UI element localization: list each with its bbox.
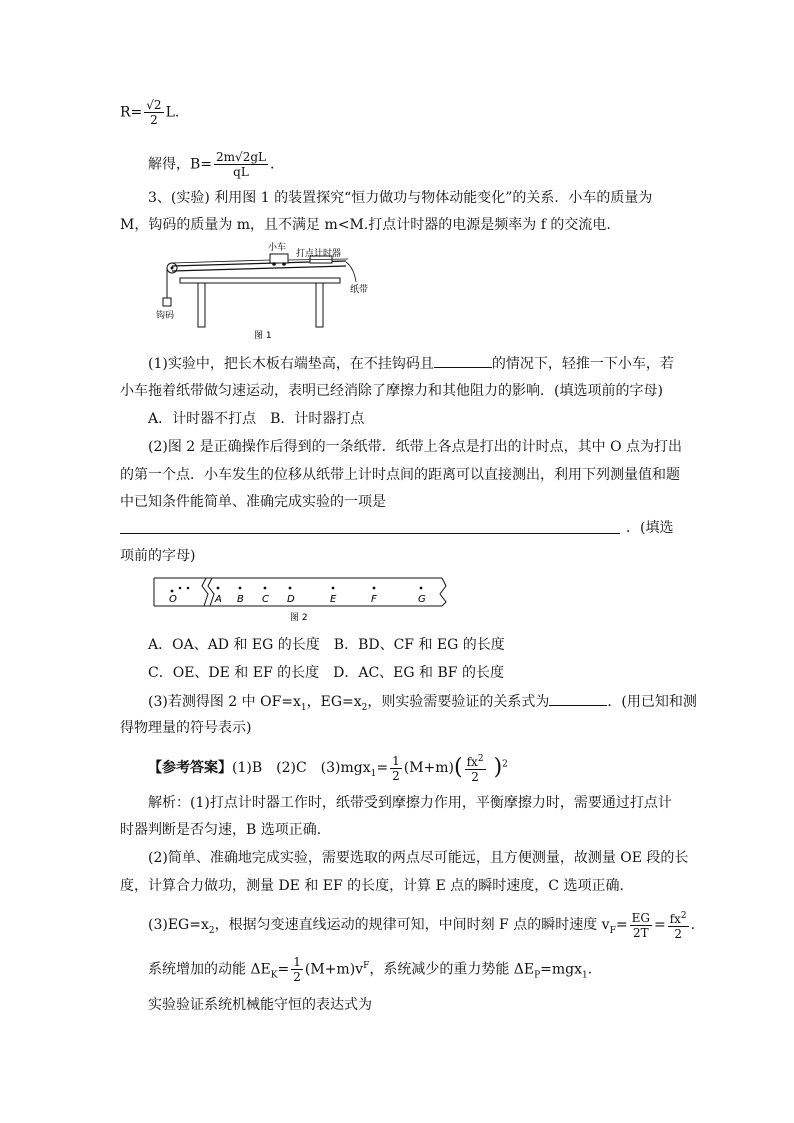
- table-leg-right: [316, 283, 323, 327]
- analysis-1-line2: 时器判断是否匀速，B 选项正确.: [120, 822, 322, 838]
- tape-dot-a: [217, 587, 220, 590]
- part3-text-d: ．(用已知和测: [607, 694, 697, 710]
- fraction-numerator: 1: [293, 955, 301, 969]
- tape-dot-d: [289, 587, 292, 590]
- tape-label-g: G: [418, 594, 426, 605]
- figure-1-caption: 图 1: [254, 331, 272, 341]
- analysis-3-line1: $(3)EG=x_2$，根据匀变速直线运动的规律可知，中间时刻 F 点的瞬时速度 $v_F=$ $\frac{EG}{2T}$ = $\frac{fx^2}{2}$ .: [148, 910, 696, 941]
- answer-text: (1)B (2)C (3)mgx: [232, 760, 371, 776]
- answer-mass-sum: (M+m): [403, 760, 455, 776]
- analysis-4-text-c: ，系统减少的重力势能 ΔE: [369, 961, 535, 978]
- answer-long-blank: [120, 533, 620, 534]
- analysis-2-line1: (2)简单、准确地完成实验，需要选取的两点尽可能远，且方便测量，故测量 OE 段的长: [148, 850, 689, 866]
- tape-line: [288, 259, 348, 260]
- tape-break-mark: [208, 578, 214, 606]
- tape-dot-f: [373, 587, 376, 590]
- part3-text-b: ，EG=x: [306, 694, 362, 710]
- formula-r-rhs: L.: [165, 104, 180, 121]
- fraction-denominator: 2T: [632, 925, 649, 940]
- analysis-4-text-d: =mgx: [540, 961, 583, 978]
- analysis-4-text-a: 系统增加的动能 ΔE: [148, 961, 271, 978]
- fraction-numerator: EG: [631, 910, 650, 925]
- fraction: [668, 909, 689, 941]
- label-car: 小车: [268, 243, 287, 253]
- fraction-denominator: 2: [150, 113, 158, 127]
- part2-line2: 的第一个点．小车发生的位移从纸带上计时点间的距离可以直接测出，利用下列测量值和题: [120, 467, 680, 483]
- formula-b-lhs: 解得，B=: [148, 156, 213, 173]
- tape-curve: [346, 262, 356, 282]
- analysis-3-equals: =: [615, 917, 628, 933]
- label-weight: 钩码: [156, 311, 175, 321]
- part2-options-cd: C．OE、DE 和 EF 的长度 D．AC、EG 和 BF 的长度: [148, 665, 504, 681]
- part2-line5: 项前的字母): [120, 548, 196, 564]
- fraction: [214, 150, 268, 179]
- analysis-3-text-a: (3)EG=x: [148, 917, 209, 933]
- tape-label-a: A: [215, 594, 222, 605]
- fraction-numerator: 2m√2gL: [216, 150, 266, 164]
- analysis-2-line2: 度，计算合力做功，测量 DE 和 EF 的长度，计算 E 点的瞬时速度，C 选项正确.: [120, 878, 624, 894]
- numerator-text: fx: [466, 755, 478, 769]
- part2-line3: 中已知条件能简单、准确完成实验的一项是: [120, 494, 386, 510]
- fraction-denominator: 2: [392, 768, 400, 783]
- table-top: [180, 278, 340, 283]
- answer-label: 【参考答案】: [148, 760, 232, 776]
- part3-text-c: ，则实验需要验证的关系式为: [367, 694, 550, 710]
- analysis-4-line: 系统增加的动能 $\Delta E_K=$ $\frac{1}{2}$ $(M+m)v^F$，系统减少的重力势能 $\Delta E_P=mgx_1$.: [148, 955, 593, 984]
- tape-label-f: F: [371, 594, 377, 605]
- part1-options: A．计时器不打点 B．计时器打点: [148, 411, 365, 427]
- analysis-4-text-b: (M+m)v: [304, 961, 364, 978]
- part2-line1: (2)图 2 是正确操作后得到的一条纸带．纸带上各点是打出的计时点，其中 O 点为打出: [148, 439, 683, 455]
- tape-dot-c: [264, 587, 267, 590]
- fraction-denominator: qL: [233, 165, 249, 179]
- part3-text-a: (3)若测得图 2 中 OF=x: [148, 694, 301, 710]
- fraction: [390, 754, 402, 783]
- tape-label-c: C: [262, 594, 269, 605]
- fraction-denominator: 2: [471, 770, 479, 784]
- figure-2-tape: [150, 574, 452, 624]
- tape-break-mark: [202, 578, 208, 606]
- numerator-text: fx: [669, 912, 681, 926]
- part2-options-ab: A．OA、AD 和 EG 的长度 B．BD、CF 和 EG 的长度: [148, 637, 505, 653]
- label-timer: 打点计时器: [296, 249, 342, 259]
- tape-label-o: O: [169, 594, 177, 605]
- tape-label-e: E: [330, 594, 337, 605]
- formula-r-lhs: R=: [120, 104, 143, 121]
- analysis-3-text-b: ，根据匀变速直线运动的规律可知，中间时刻 F 点的瞬时速度 v: [214, 917, 610, 933]
- fraction-numerator: $fx^2$: [466, 754, 484, 769]
- car-wheel: [282, 262, 286, 266]
- part3-line2: 得物理量的符号表示): [120, 720, 252, 736]
- reference-answer: 【参考答案】(1)B (2)C (3)mgx$_1$= $\frac{1}{2}$ (M+m)( $\frac{fx^2}{2}$ )$^2$: [148, 753, 508, 784]
- board-bottom-line: [172, 266, 346, 271]
- fraction: [465, 752, 486, 784]
- tape-dot: [187, 587, 190, 590]
- question-intro-line2: M，钩码的质量为 m，且不满足 m<M.打点计时器的电源是频率为 f 的交流电.: [120, 217, 611, 233]
- part2-line4-tail: ．(填选: [626, 520, 674, 536]
- string-to-car: [172, 260, 270, 263]
- label-tape: 纸带: [350, 285, 369, 295]
- fraction: [291, 955, 303, 984]
- tape-dot-b: [239, 587, 242, 590]
- pulley-axle: [171, 267, 174, 270]
- tape-dot-e: [332, 587, 335, 590]
- fraction: [630, 911, 652, 940]
- answer-blank: [434, 353, 492, 368]
- figure-2-caption: 图 2: [290, 613, 308, 623]
- fraction-numerator: 1: [392, 753, 400, 768]
- question-intro-line1: 3、(实验) 利用图 1 的装置探究“恒力做功与物体动能变化”的关系．小车的质量为: [148, 190, 653, 206]
- car-wheel: [272, 262, 276, 266]
- part1-line1-start: (1)实验中，把长木板右端垫高，在不挂钩码且: [148, 356, 434, 372]
- part1-line2: 小车拖着纸带做匀速运动，表明已经消除了摩擦力和其他阻力的影响．(填选项前的字母): [120, 383, 663, 399]
- fraction-denominator: 2: [674, 927, 682, 941]
- analysis-3-equals-2: =: [653, 917, 666, 933]
- fraction-denominator: 2: [293, 970, 301, 984]
- part3-line1: (3)若测得图 2 中 $OF=x_1$，$EG=x_2$，则实验需要验证的关系式为 ．(用已知和测: [148, 691, 697, 718]
- table-leg-left: [198, 283, 205, 327]
- formula-b: [148, 150, 274, 179]
- answer-equals: =: [376, 760, 389, 776]
- tape-label-b: B: [237, 594, 244, 605]
- car-block: [270, 254, 288, 263]
- tape-dot-o: [171, 590, 174, 593]
- figure-1-apparatus: [150, 240, 380, 342]
- analysis-5-line: 实验验证系统机械能守恒的表达式为: [148, 997, 372, 1013]
- answer-blank: [549, 691, 607, 706]
- formula-r: [120, 98, 179, 127]
- part1-line1: [148, 353, 674, 374]
- tape-dot-g: [420, 587, 423, 590]
- tape-label-d: D: [287, 594, 295, 605]
- weight-block: [163, 298, 171, 306]
- answer-close-paren: ): [493, 755, 503, 780]
- tape-dot: [179, 587, 182, 590]
- formula-b-rhs: .: [269, 156, 275, 173]
- fraction: [144, 98, 163, 127]
- tape-right-edge: [440, 578, 446, 606]
- fraction-numerator: $fx^2$: [669, 911, 687, 926]
- part1-line1-end: 的情况下，轻推一下小车，若: [491, 356, 674, 372]
- analysis-1-line1: 解析：(1)打点计时器工作时，纸带受到摩擦力作用，平衡摩擦力时，需要通过打点计: [148, 795, 672, 811]
- fraction-numerator: √2: [146, 98, 162, 112]
